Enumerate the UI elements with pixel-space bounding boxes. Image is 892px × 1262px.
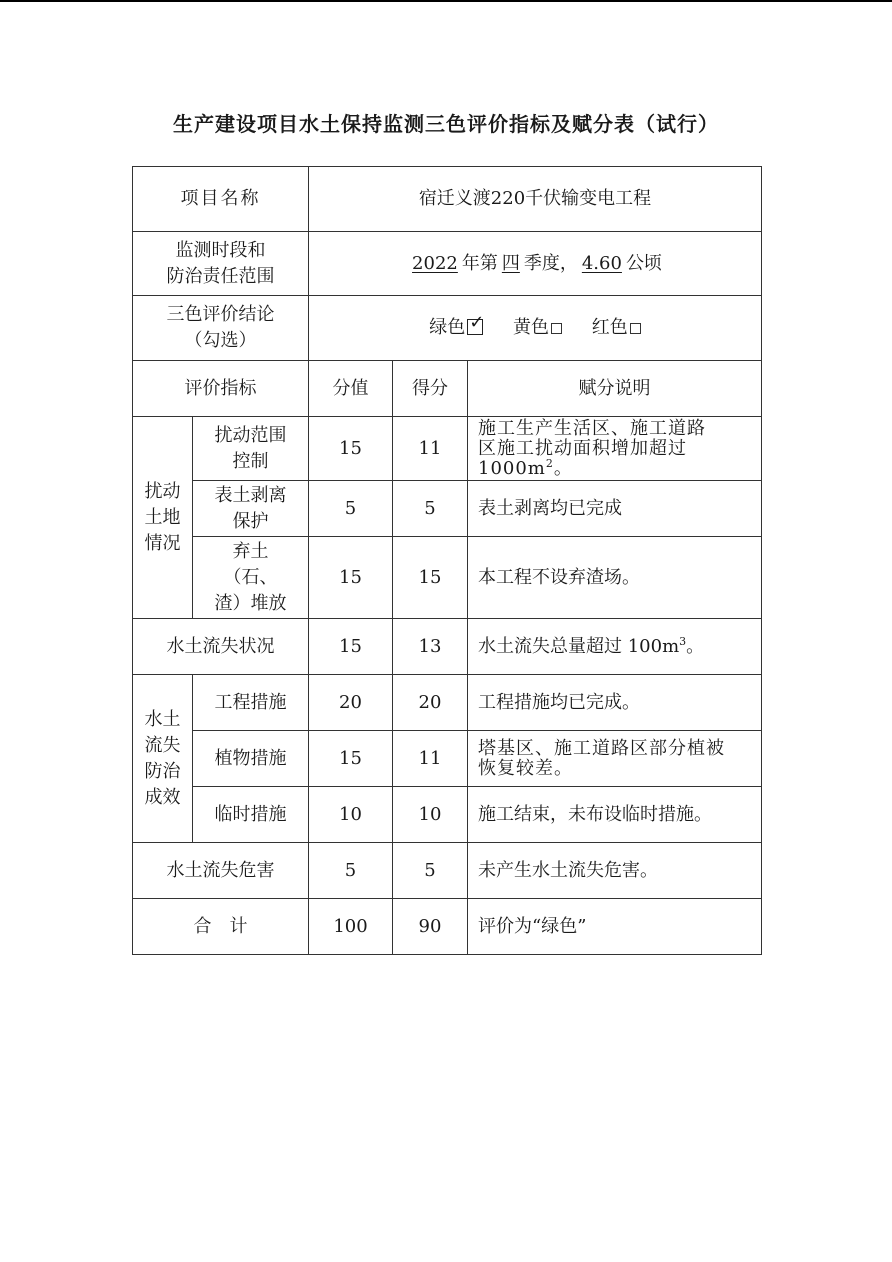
indicator-name-line: 扰动范围 — [214, 424, 287, 446]
indicator-name-line: 表土剥离 — [214, 484, 287, 506]
project-label: 项目名称 — [133, 167, 309, 232]
option-yellow-label: 黄色 — [513, 317, 549, 338]
period-label-line1: 监测时段和 — [175, 239, 266, 261]
explanation-line: 恢复较差。 — [478, 757, 573, 779]
period-year: 2022 — [412, 252, 458, 274]
explanation-line: 塔基区、施工道路区部分植被 — [478, 737, 725, 759]
group-disturb-line: 情况 — [144, 532, 181, 554]
score-got: 5 — [393, 843, 468, 899]
option-yellow[interactable] — [513, 317, 562, 338]
total-row — [133, 899, 762, 955]
project-name: 宿迁义渡220千伏输变电工程 — [309, 167, 762, 232]
page-title: 生产建设项目水土保持监测三色评价指标及赋分表（试行） — [173, 112, 719, 136]
group-disturb-label — [133, 417, 193, 619]
group-prevent-line: 防治 — [144, 760, 181, 782]
group-disturb-line: 扰动 — [144, 480, 181, 502]
total-score: 90 — [393, 899, 468, 955]
option-red[interactable] — [592, 317, 641, 338]
header-explanation: 赋分说明 — [468, 361, 762, 417]
period-area-unit: 公顷 — [625, 252, 662, 274]
red-checkbox[interactable] — [630, 323, 641, 334]
option-green-label: 绿色 — [429, 317, 466, 338]
check-mark-icon: ✓ — [469, 312, 485, 333]
score-value: 10 — [309, 787, 393, 843]
explanation-tail: 。 — [686, 635, 705, 657]
explanation-tail: 。 — [553, 457, 573, 479]
superscript: 3 — [679, 634, 687, 648]
table-row — [133, 787, 762, 843]
evaluation-table — [132, 166, 762, 955]
explanation-line: 施工生产生活区、施工道路 — [478, 417, 706, 439]
explanation: 表土剥离均已完成 — [468, 481, 762, 537]
conclusion-label-line1: 三色评价结论 — [166, 304, 275, 325]
score-value: 20 — [309, 675, 393, 731]
period-label-line2: 防治责任范围 — [166, 265, 275, 287]
table-row — [133, 619, 762, 675]
indicator-name: 水土流失危害 — [133, 843, 309, 899]
score-got: 10 — [393, 787, 468, 843]
group-prevent-label — [133, 675, 193, 843]
indicator-name-line: 保护 — [232, 510, 269, 532]
indicator-name-line: 弃土 — [232, 540, 269, 562]
score-got: 20 — [393, 675, 468, 731]
period-year-suffix: 年第 — [461, 252, 498, 274]
period-area: 4.60 — [581, 252, 622, 274]
score-value: 5 — [309, 843, 393, 899]
indicator-name: 植物措施 — [193, 731, 309, 787]
total-explanation: 评价为“绿色” — [468, 899, 762, 955]
green-checkbox[interactable] — [467, 312, 485, 335]
explanation — [468, 619, 762, 675]
group-prevent-line: 水土 — [144, 708, 181, 730]
period-quarter-suffix: 季度， — [523, 252, 578, 274]
indicator-name-line: 控制 — [232, 450, 269, 472]
score-got: 5 — [393, 481, 468, 537]
conclusion-label — [133, 296, 309, 361]
group-prevent-line: 流失 — [144, 734, 181, 756]
score-value: 5 — [309, 481, 393, 537]
period-row — [133, 232, 762, 296]
top-border-line — [0, 0, 892, 2]
explanation: 本工程不设弃渣场。 — [468, 537, 762, 619]
header-indicator: 评价指标 — [133, 361, 309, 417]
score-got: 13 — [393, 619, 468, 675]
explanation: 施工结束，未布设临时措施。 — [468, 787, 762, 843]
indicator-name — [193, 537, 309, 619]
explanation-text: 1000m — [478, 457, 546, 479]
explanation — [468, 417, 762, 481]
header-row — [133, 361, 762, 417]
period-label — [133, 232, 309, 296]
explanation-line: 区施工扰动面积增加超过 — [478, 437, 687, 459]
table-row — [133, 481, 762, 537]
conclusion-options — [309, 296, 762, 361]
explanation: 工程措施均已完成。 — [468, 675, 762, 731]
header-score-value: 分值 — [309, 361, 393, 417]
period-quarter: 四 — [501, 252, 520, 274]
indicator-name: 水土流失状况 — [133, 619, 309, 675]
total-value: 100 — [309, 899, 393, 955]
score-got: 11 — [393, 731, 468, 787]
option-red-label: 红色 — [591, 317, 628, 338]
score-got: 15 — [393, 537, 468, 619]
explanation-line — [478, 456, 753, 479]
table-row — [133, 417, 762, 481]
score-value: 15 — [309, 619, 393, 675]
indicator-name: 工程措施 — [193, 675, 309, 731]
explanation-text: 水土流失总量超过 100m — [478, 635, 680, 657]
indicator-name — [193, 417, 309, 481]
yellow-checkbox[interactable] — [551, 323, 562, 334]
project-row — [133, 167, 762, 232]
indicator-name-line: （石、 — [223, 566, 278, 588]
score-value: 15 — [309, 417, 393, 481]
explanation: 未产生水土流失危害。 — [468, 843, 762, 899]
group-prevent-line: 成效 — [144, 786, 181, 808]
indicator-name: 临时措施 — [193, 787, 309, 843]
total-label: 合 计 — [133, 899, 309, 955]
conclusion-label-line2: （勾选） — [184, 330, 257, 351]
indicator-name — [193, 481, 309, 537]
score-value: 15 — [309, 537, 393, 619]
explanation — [468, 731, 762, 787]
group-disturb-line: 土地 — [144, 506, 181, 528]
indicator-name-line: 渣）堆放 — [214, 592, 287, 614]
header-score-got: 得分 — [393, 361, 468, 417]
superscript: 2 — [545, 456, 554, 470]
score-value: 15 — [309, 731, 393, 787]
score-got: 11 — [393, 417, 468, 481]
period-value — [309, 232, 762, 296]
table-row — [133, 731, 762, 787]
table-row — [133, 675, 762, 731]
option-green[interactable] — [429, 312, 485, 338]
conclusion-row — [133, 296, 762, 361]
table-row — [133, 843, 762, 899]
table-row — [133, 537, 762, 619]
